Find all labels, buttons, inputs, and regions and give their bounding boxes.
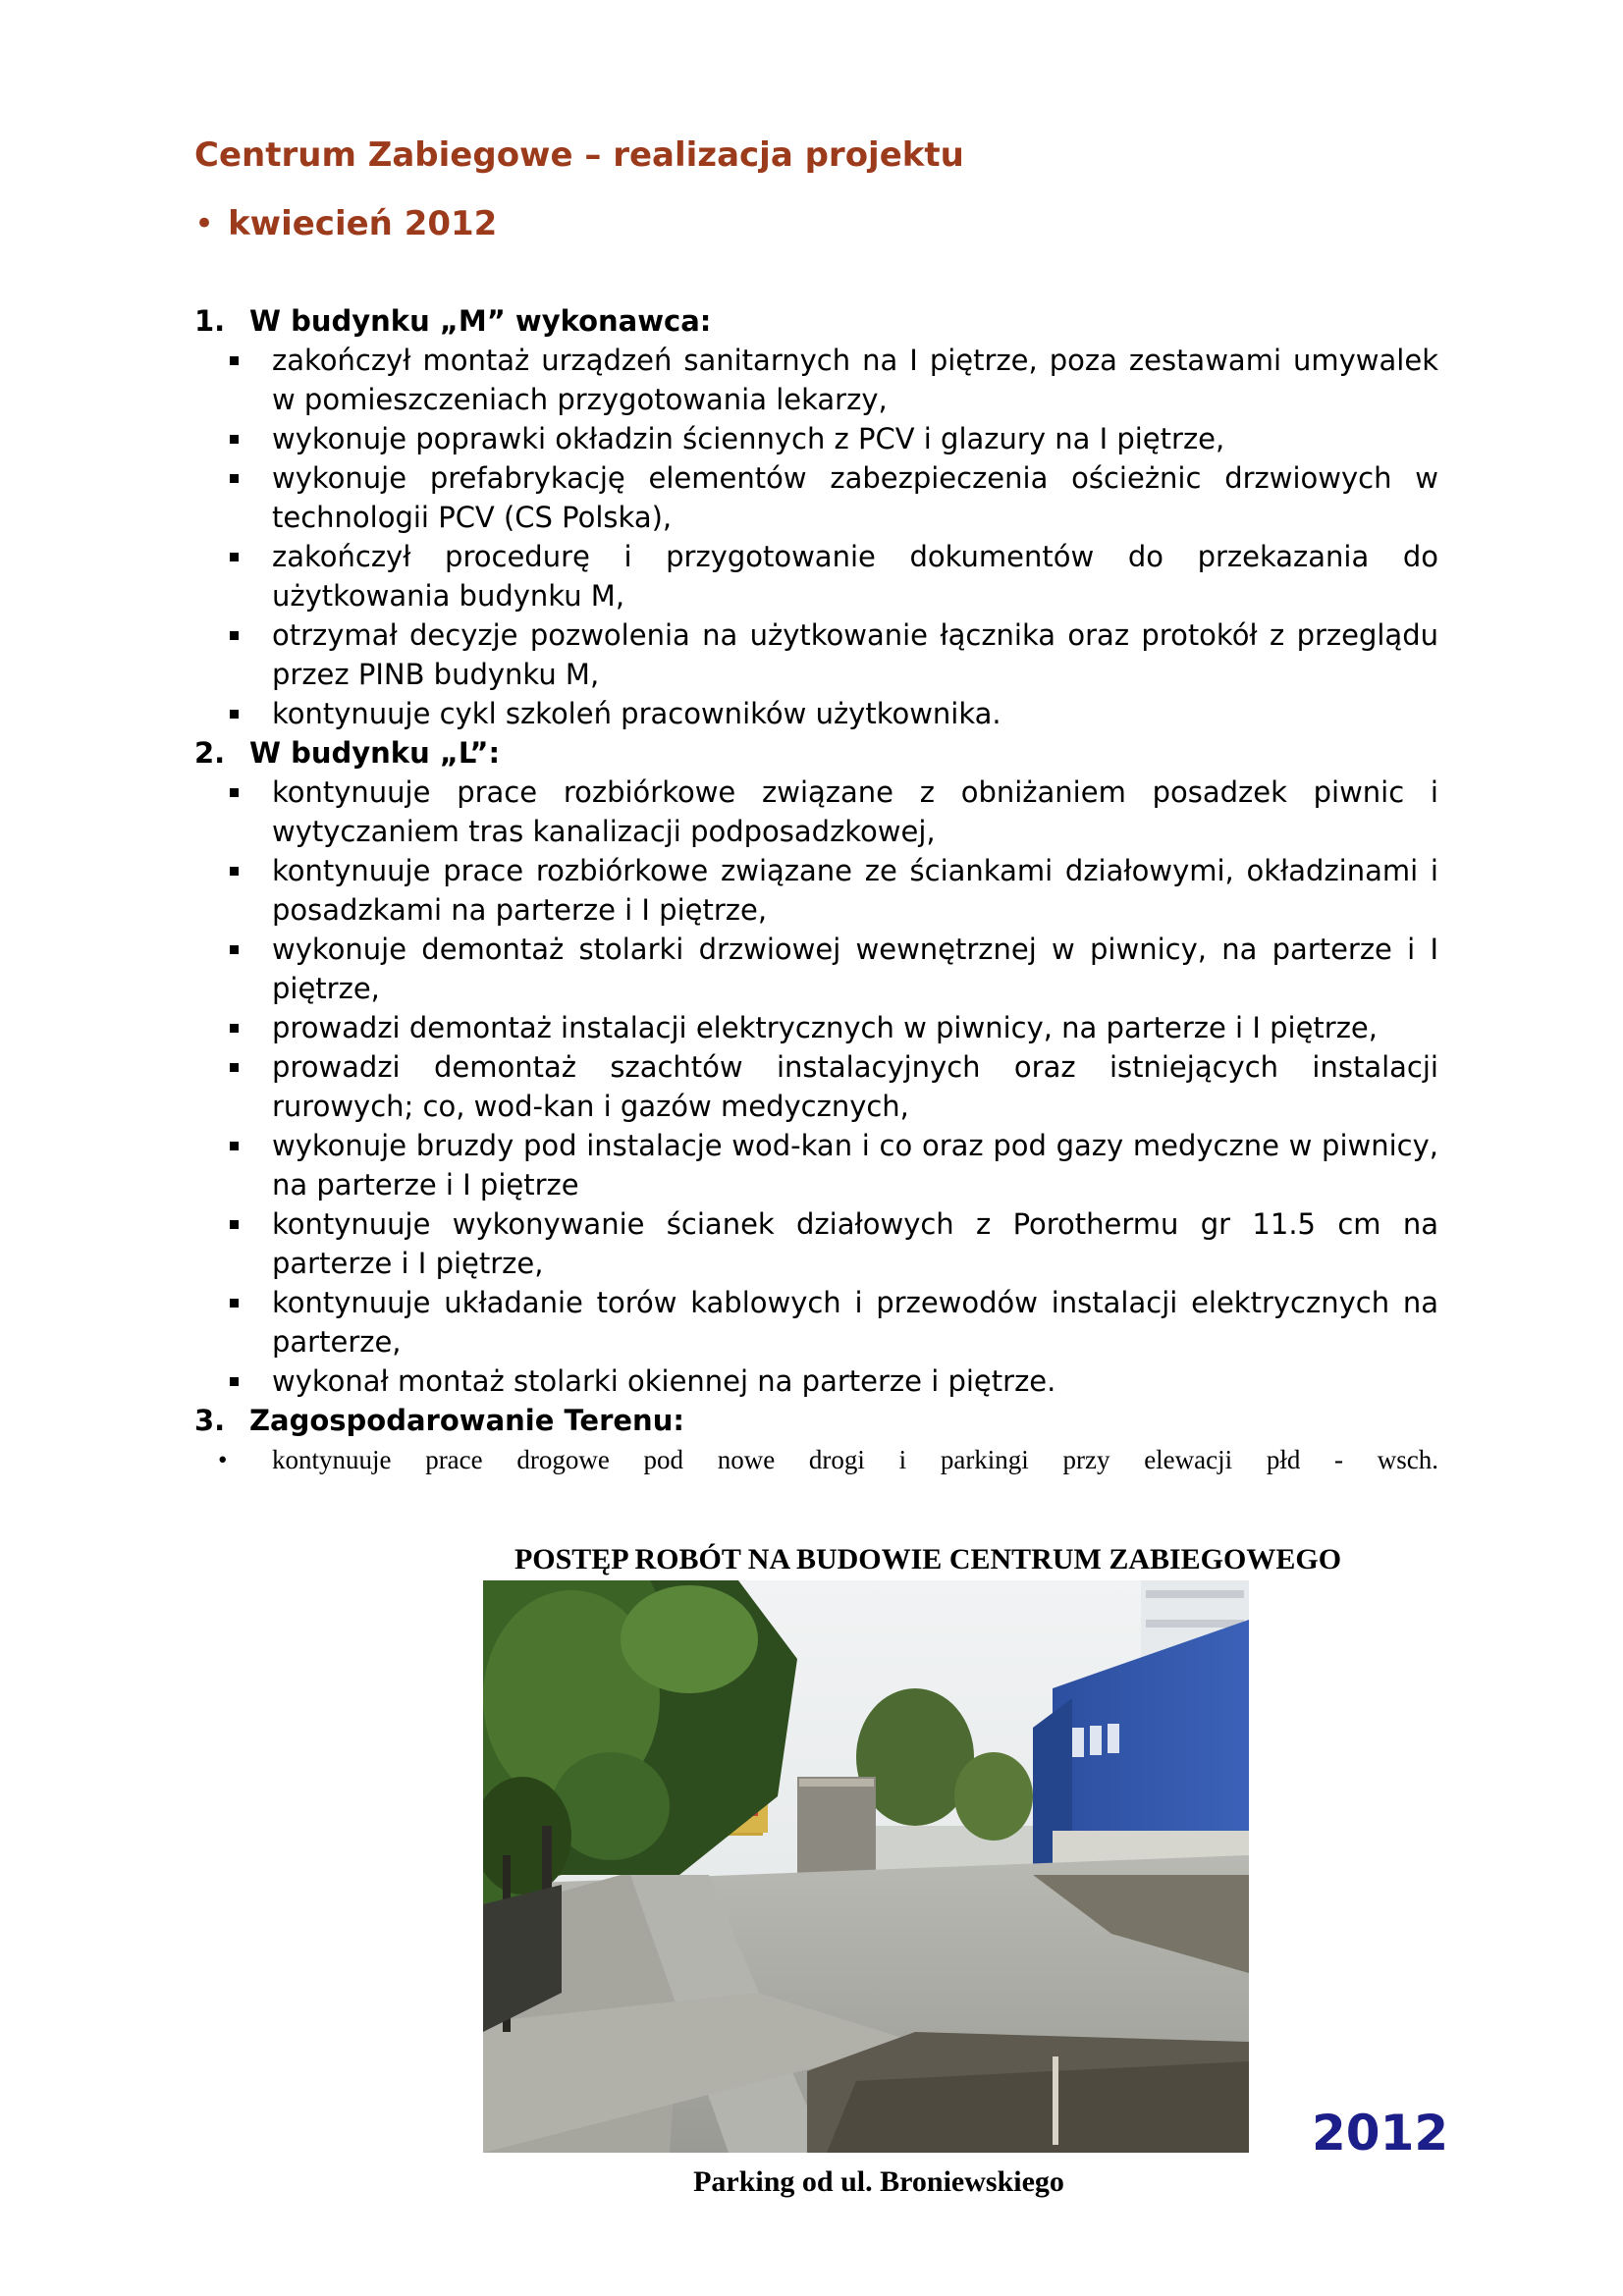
figure-title: POSTĘP ROBÓT NA BUDOWIE CENTRUM ZABIEGOWEGO: [514, 1543, 1342, 1575]
section-site-development: [194, 1401, 1438, 1479]
list-item: kontynuuje prace rozbiórkowe związane ze ściankami działowymi, okładzinami i posadzkami na parterze i I piętrze,: [194, 851, 1438, 930]
list-item: otrzymał decyzje pozwolenia na użytkowanie łącznika oraz protokół z przeglądu przez PINB budynku M,: [194, 615, 1438, 694]
list-item: zakończył montaż urządzeń sanitarnych na I piętrze, poza zestawami umywalek w pomieszczeniach przygotowania lekarzy,: [194, 341, 1438, 419]
construction-photo: [483, 1580, 1249, 2153]
page-title: Centrum Zabiegowe – realizacja projektu: [194, 135, 964, 175]
list-item: wykonuje prefabrykację elementów zabezpieczenia ościeżnic drzwiowych w technologii PCV (CS Polska),: [194, 458, 1438, 537]
list-item: kontynuuje układanie torów kablowych i przewodów instalacji elektrycznych na parterze,: [194, 1283, 1438, 1362]
list-item: wykonał montaż stolarki okiennej na parterze i piętrze.: [194, 1362, 1438, 1401]
list-item: wykonuje bruzdy pod instalacje wod-kan i co oraz pod gazy medyczne w piwnicy, na parterze i I piętrze: [194, 1126, 1438, 1204]
subtitle-text: kwiecień 2012: [228, 204, 498, 243]
list-item: kontynuuje cykl szkoleń pracowników użytkownika.: [194, 694, 1438, 733]
section-title: W budynku „L”:: [249, 736, 501, 770]
list-item: wykonuje poprawki okładzin ściennych z PCV i glazury na I piętrze,: [194, 419, 1438, 458]
section-number: 3.: [194, 1404, 226, 1437]
section-item-list: [194, 341, 1438, 733]
section-heading: [194, 733, 1438, 773]
parking-photo-illustration: [483, 1580, 1249, 2153]
list-item: prowadzi demontaż instalacji elektrycznych w piwnicy, na parterze i I piętrze,: [194, 1008, 1438, 1047]
section-building-l: [194, 733, 1438, 1401]
section-building-m: [194, 301, 1438, 733]
list-item: • kontynuuje prace drogowe pod nowe drogi i parkingi przy elewacji płd - wsch.: [194, 1440, 1438, 1479]
section-title: W budynku „M” wykonawca:: [249, 304, 712, 338]
list-item: zakończył procedurę i przygotowanie dokumentów do przekazania do użytkowania budynku M,: [194, 537, 1438, 615]
section-title: Zagospodarowanie Terenu:: [249, 1404, 684, 1437]
list-item: kontynuuje wykonywanie ścianek działowych z Porothermu gr 11.5 cm na parterze i I piętrze,: [194, 1204, 1438, 1283]
list-item: kontynuuje prace rozbiórkowe związane z obniżaniem posadzek piwnic i wytyczaniem tras kanalizacji podposadzkowej,: [194, 773, 1438, 851]
list-item: prowadzi demontaż szachtów instalacyjnych oraz istniejących instalacji rurowych; co, wod-kan i gazów medycznych,: [194, 1047, 1438, 1126]
section-heading: [194, 301, 1438, 341]
section-item-list: [194, 773, 1438, 1401]
section-number: 1.: [194, 304, 226, 338]
list-item: wykonuje demontaż stolarki drzwiowej wewnętrznej w piwnicy, na parterze i I piętrze,: [194, 930, 1438, 1008]
report-content: [194, 301, 1438, 1479]
photo-caption: Parking od ul. Broniewskiego: [693, 2165, 1064, 2198]
page-subtitle: [194, 204, 497, 243]
subtitle-bullet: •: [194, 204, 215, 243]
section-number: 2.: [194, 736, 226, 770]
year-stamp: 2012: [1312, 2105, 1449, 2162]
section-heading: [194, 1401, 1438, 1440]
section-item-list: [194, 1440, 1438, 1479]
